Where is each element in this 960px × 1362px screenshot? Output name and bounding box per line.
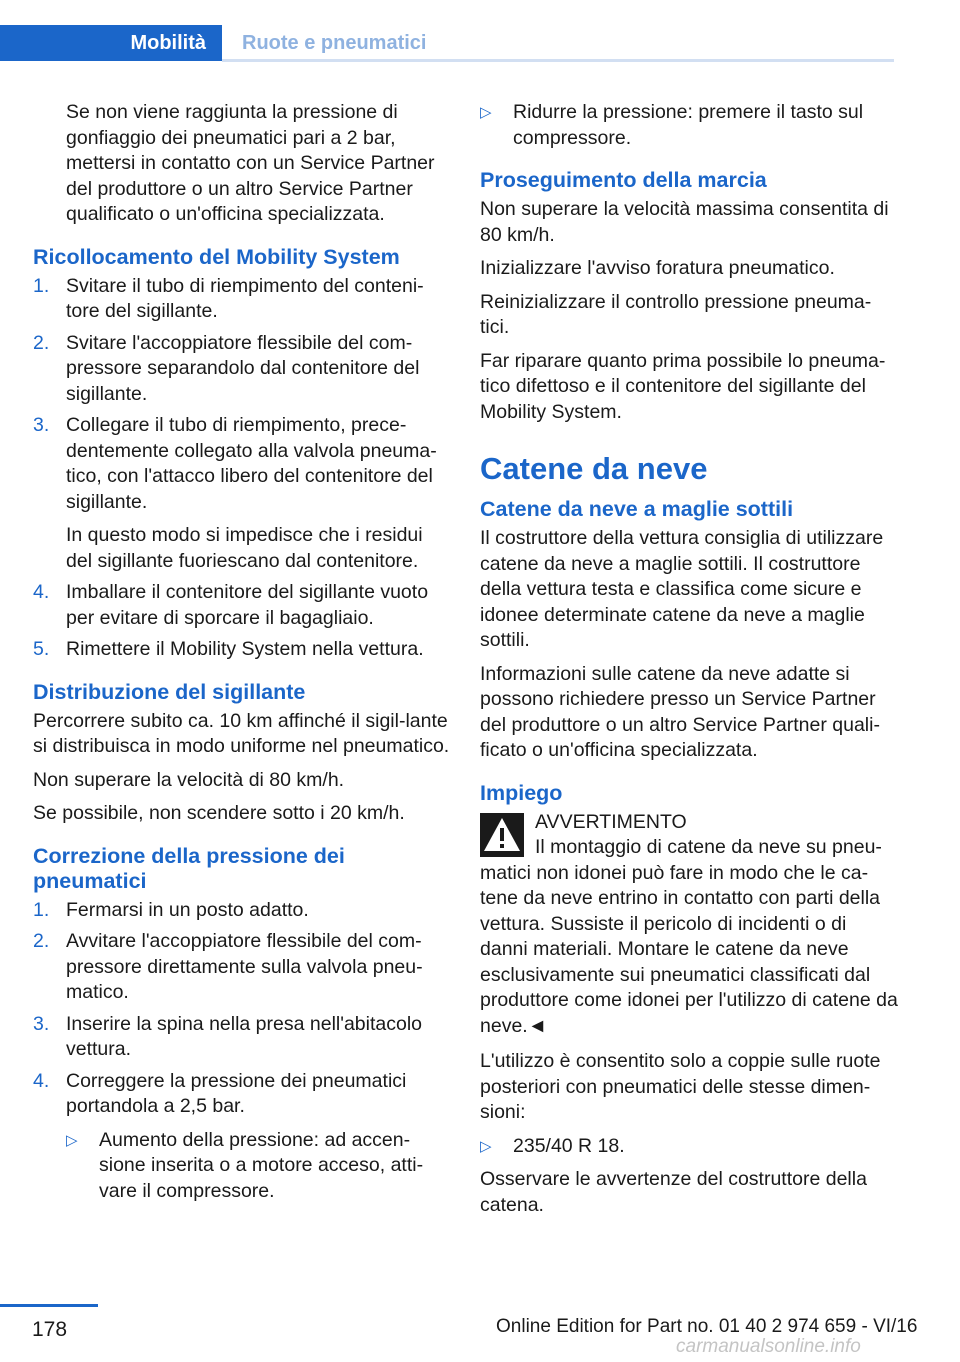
triangle-bullet-icon: ▷ bbox=[480, 104, 492, 121]
header-divider bbox=[222, 59, 894, 62]
step-text: Rimettere il Mobility System nella vettura. bbox=[66, 638, 424, 660]
warning-text: Il montaggio di catene da neve su pneu‐matici non idonei può fare in modo che le ca‐tene da neve entrino in contatto con parti della vettura. Sussiste il pericolo di incidenti o di danni materiali. Montare le catene da neve esclusivamente sui pneumatici classificati dal produttore come idonei per l'utilizzo di catene da neve.◄ bbox=[480, 836, 898, 1037]
section-tab: Mobilità bbox=[0, 25, 222, 61]
intro-paragraph: Se non viene raggiunta la pressione di gonfiaggio dei pneumatici pari a 2 bar, mettersi in contatto con un Service Partner del produttore o un altro Service Partner qualificato o un'officina specializzata. bbox=[66, 101, 435, 225]
step-text: Svitare l'accoppiatore flessibile del com‐pressore separandolo dal contenitore del sigillante. bbox=[66, 331, 420, 405]
heading-ricollocamento: Ricollocamento del Mobility System bbox=[33, 244, 400, 269]
warning-title: AVVERTIMENTO bbox=[535, 810, 687, 833]
step-number: 5. bbox=[33, 638, 50, 660]
right-column bbox=[480, 100, 898, 1226]
step-text: Fermarsi in un posto adatto. bbox=[66, 898, 309, 921]
page-header bbox=[0, 0, 960, 64]
warning-block bbox=[480, 810, 898, 1040]
list-item bbox=[33, 637, 451, 663]
step-number: 3. bbox=[33, 1012, 50, 1035]
heading-distribuzione: Distribuzione del sigillante bbox=[33, 679, 306, 704]
ricollocamento-steps bbox=[33, 274, 451, 663]
list-item bbox=[480, 1134, 898, 1160]
list-item bbox=[480, 100, 898, 151]
heading-impiego: Impiego bbox=[480, 780, 563, 805]
step-number: 1. bbox=[33, 274, 50, 297]
heading-correzione: Correzione della pressione dei pneumatici bbox=[33, 843, 345, 893]
step-text: Imballare il contenitore del sigillante vuoto per evitare di sporcare il bagagliaio. bbox=[66, 581, 429, 629]
page-number-rule bbox=[0, 1304, 98, 1307]
warning-triangle-icon bbox=[480, 813, 524, 857]
distribuzione-paragraph: Non superare la velocità di 80 km/h. bbox=[33, 768, 345, 791]
bullet-text: 235/40 R 18. bbox=[513, 1134, 625, 1157]
proseguimento-paragraph: Reinizializzare il controllo pressione pneuma‐tici. bbox=[480, 290, 872, 338]
page-number: 178 bbox=[32, 1318, 68, 1341]
list-item bbox=[33, 929, 451, 1006]
step-text: Svitare il tubo di riempimento del conteni‐tore del sigillante. bbox=[66, 274, 424, 322]
list-item bbox=[33, 1069, 451, 1205]
distribuzione-paragraph: Percorrere subito ca. 10 km affinché il sigil‐lante si distribuisca in modo uniforme nel pneumatico. bbox=[33, 709, 450, 757]
maglie-paragraph: Informazioni sulle catene da neve adatte si possono richiedere presso un Service Partner del produttore o un altro Service Partner quali‐ficato o un'officina specializzata. bbox=[480, 662, 880, 761]
bullet-text: Ridurre la pressione: premere il tasto sul compressore. bbox=[513, 101, 864, 149]
list-item bbox=[33, 580, 451, 631]
step-text: Collegare il tubo di riempimento, prece‐dentemente collegato alla valvola pneuma‐tico, con l'attacco libero del contenitore del sigillante. bbox=[66, 414, 437, 513]
impiego-paragraph: L'utilizzo è consentito solo a coppie sulle ruote posteriori con pneumatici delle stesse dimen‐sioni: bbox=[480, 1050, 881, 1123]
step-number: 2. bbox=[33, 930, 50, 952]
step-number: 2. bbox=[33, 331, 50, 354]
subsection-tab: Ruote e pneumatici bbox=[242, 31, 427, 54]
step-number: 3. bbox=[33, 414, 50, 436]
list-item bbox=[33, 331, 451, 408]
correzione-steps bbox=[33, 898, 451, 1205]
triangle-bullet-icon: ▷ bbox=[66, 1131, 78, 1149]
step-number: 1. bbox=[33, 898, 50, 921]
chapter-title-catene: Catene da neve bbox=[480, 451, 708, 486]
distribuzione-paragraph: Se possibile, non scendere sotto i 20 km/h. bbox=[33, 802, 405, 824]
step-note: In questo modo si impedisce che i residui del sigillante fuoriescano dal contenitore. bbox=[66, 524, 423, 572]
heading-maglie: Catene da neve a maglie sottili bbox=[480, 497, 794, 521]
list-item bbox=[33, 1012, 451, 1063]
step-text: Avvitare l'accoppiatore flessibile del com‐pressore direttamente sulla valvola pneu‐matico. bbox=[66, 930, 423, 1003]
list-item bbox=[33, 274, 451, 325]
list-item bbox=[33, 898, 451, 924]
step-number: 4. bbox=[33, 581, 50, 603]
maglie-paragraph: Il costruttore della vettura consiglia di utilizzare catene da neve a maglie sottili. Il costruttore della vettura testa e classifica come sicure e idonee determinate catene da neve a maglie sottili. bbox=[480, 527, 884, 651]
pressure-substeps bbox=[480, 100, 898, 151]
correzione-substeps bbox=[66, 1128, 451, 1205]
bullet-text: Aumento della pressione: ad accen‐sione inserita o a motore acceso, atti‐vare il compressore. bbox=[99, 1128, 424, 1202]
step-number: 4. bbox=[33, 1069, 50, 1092]
impiego-paragraph: Osservare le avvertenze del costruttore della catena. bbox=[480, 1168, 867, 1216]
list-item bbox=[66, 1128, 451, 1205]
tyre-size-list bbox=[480, 1134, 898, 1160]
step-text: Correggere la pressione dei pneumatici portandola a 2,5 bar. bbox=[66, 1069, 407, 1117]
heading-proseguimento: Proseguimento della marcia bbox=[480, 168, 767, 192]
list-item bbox=[33, 413, 451, 574]
proseguimento-paragraph: Inizializzare l'avviso foratura pneumatico. bbox=[480, 257, 835, 279]
watermark: carmanualsonline.info bbox=[676, 1336, 861, 1357]
proseguimento-paragraph: Non superare la velocità massima consentita di 80 km/h. bbox=[480, 198, 889, 246]
step-text: Inserire la spina nella presa nell'abitacolo vettura. bbox=[66, 1012, 423, 1060]
edition-note: Online Edition for Part no. 01 40 2 974 659 - VI/16 bbox=[496, 1316, 918, 1337]
proseguimento-paragraph: Far riparare quanto prima possibile lo pneuma‐tico difettoso e il contenitore del sigillante del Mobility System. bbox=[480, 349, 886, 423]
triangle-bullet-icon: ▷ bbox=[480, 1137, 492, 1155]
left-column bbox=[33, 100, 451, 1212]
